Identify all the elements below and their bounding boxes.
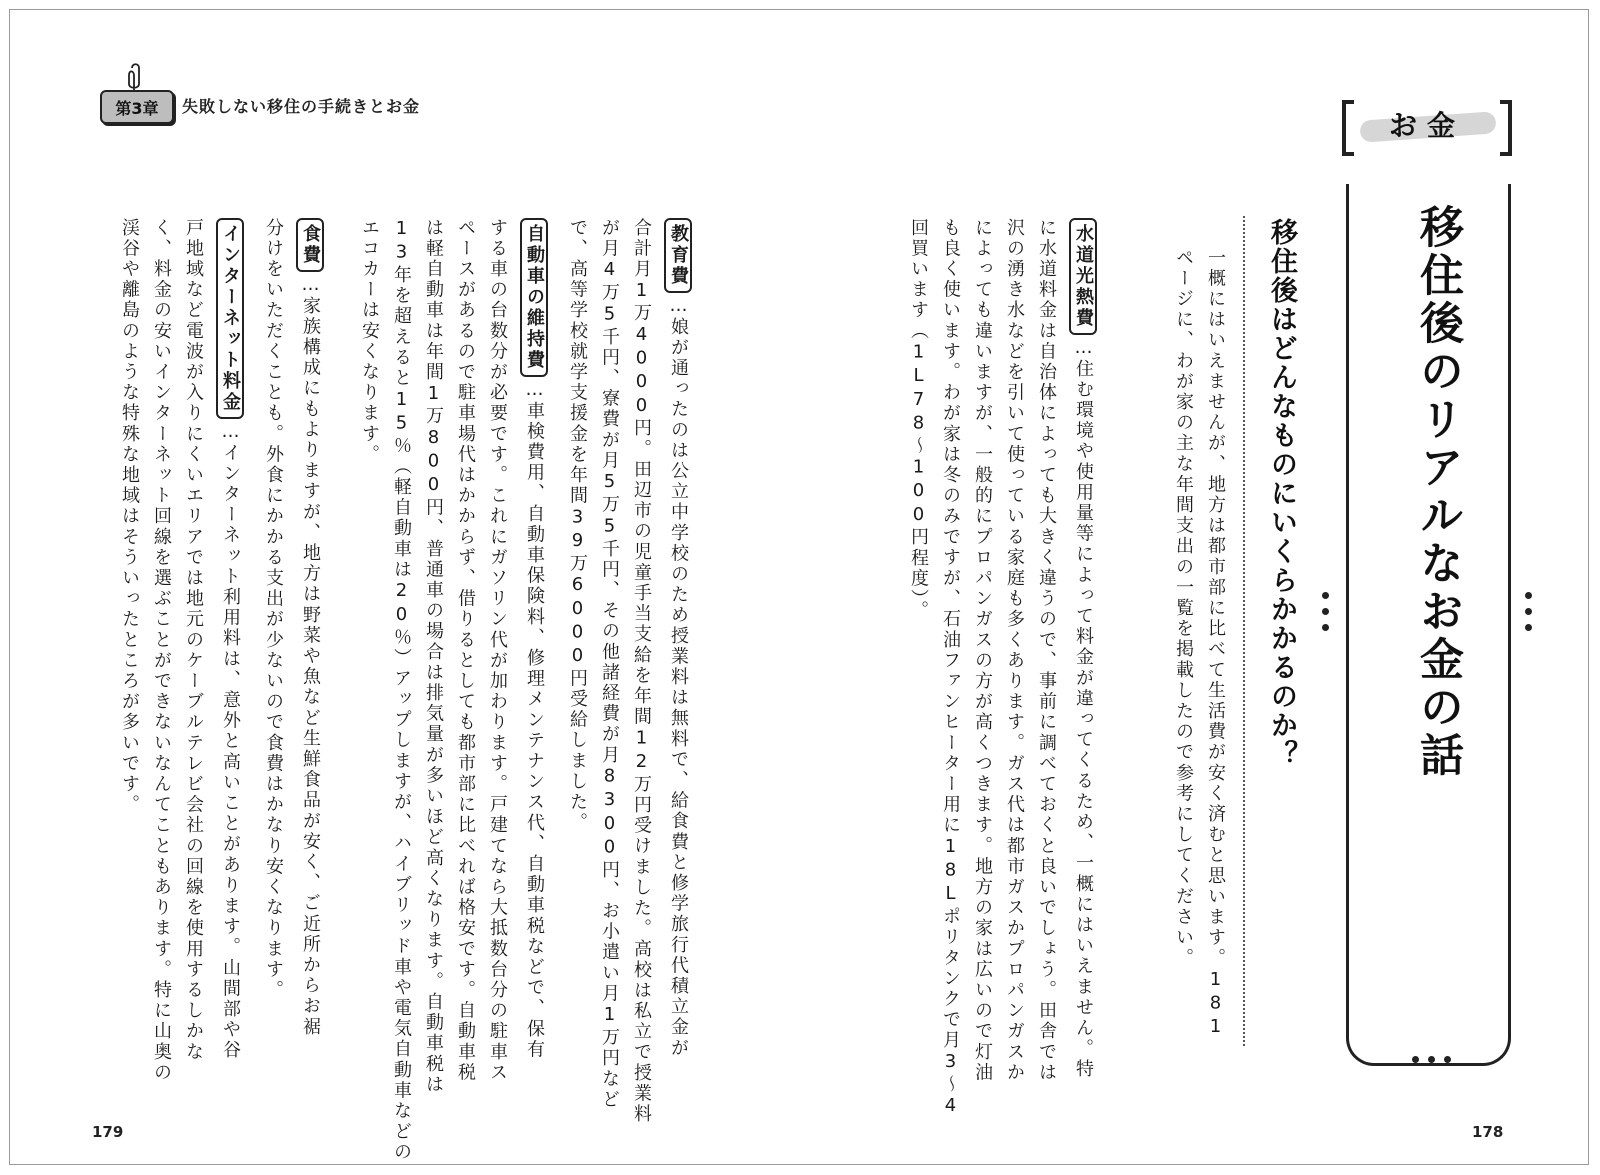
food-label: 食費 [296, 218, 324, 272]
dots-icon [1525, 592, 1535, 638]
water-line: によっても違いますが、一般的にプロパンガスの方が高くつきます。地方の家は広いので灯油 [972, 218, 993, 1084]
car-text: 車検費用、自動車保険料、修理メンテナンス代、自動車税などで、保有 [524, 401, 545, 1061]
chapter-header [100, 82, 440, 122]
water-line: も良く使います。わが家は冬のみですが、石油ファンヒーター用に18Lポリタンクで月3〜4 [940, 218, 961, 1119]
education-first-line [664, 218, 692, 1059]
separator: … [1073, 337, 1094, 359]
separator: … [524, 379, 545, 401]
separator: … [220, 421, 241, 443]
internet-line: 渓谷や離島のような特殊な地域はそういったところが多いです。 [119, 218, 140, 816]
car-line: は軽自動車は年間1万800円、普通車の場合は排気量が多いほど高くなります。自動車税は [423, 218, 444, 1096]
chapter-title: 失敗しない移住の手続きとお金 [182, 97, 421, 116]
car-line: エコカーは安くなります。 [359, 218, 380, 466]
dots-icon [1404, 1056, 1459, 1063]
food-line: 分けをいただくことも。外食にかかる支出が少ないので食費はかなり安くなります。 [263, 218, 284, 1001]
separator: … [668, 295, 689, 317]
title-box [1346, 184, 1511, 1066]
section-label-text: お金 [1388, 109, 1465, 142]
water-line: 回買います（1L78〜100円程度）。 [908, 218, 929, 622]
intro-line: 一概にはいえませんが、地方は都市部に比べて生活費が安く済むと思います。181 [1205, 248, 1226, 1040]
car-line: ペースがあるので駐車場代はかからず、借りるとしても都市部に比べれば格安です。自動車税 [455, 218, 476, 1084]
education-line: が月4万5千円、寮費が月5万5千円、その他諸経費が月8300円、お小遣い月1万円など [599, 218, 620, 1111]
internet-first-line [216, 218, 244, 1061]
intro-line: ページに、わが家の主な年間支出の一覧を掲載したので参考にしてください。 [1173, 248, 1194, 969]
page-number-right: 178 [1472, 1123, 1504, 1141]
car-line: する車の台数分が必要です。これにガソリン代が加わります。戸建てなら大抵数台分の駐車ス [487, 218, 508, 1084]
page-title: 移住後のリアルなお金の話 [1412, 204, 1463, 780]
water-line: 沢の湧き水などを引いて使っている家庭も多くあります。ガス代は都市ガスかプロパンガスか [1004, 218, 1025, 1084]
internet-line: 戸地域など電波が入りにくいエリアでは地元のケーブルテレビ会社の回線を使用するしかな [183, 218, 204, 1063]
internet-text: インターネット利用料は、意外と高いことがあります。山間部や谷 [220, 443, 241, 1061]
dots-icon [1322, 592, 1332, 638]
water-line: に水道料金は自治体によっても大きく違うので、事前に調べておくと良いでしょう。田舎では [1036, 218, 1057, 1084]
water-text: 住む環境や使用量等によって料金が違ってくるため、一概にはいえません。特 [1073, 359, 1094, 1080]
internet-label: インターネット料金 [216, 218, 244, 419]
education-label: 教育費 [664, 218, 692, 293]
chapter-badge: 第3章 [100, 90, 174, 124]
education-text: 娘が通ったのは公立中学校のため授業料は無料で、給食費と修学旅行代積立金が [668, 317, 689, 1059]
car-label: 自動車の維持費 [520, 218, 548, 377]
food-text: 家族構成にもよりますが、地方は野菜や魚など生鮮食品が安く、ご近所からお裾 [300, 296, 321, 1038]
separator: … [300, 274, 321, 296]
water-first-line [1069, 218, 1097, 1080]
education-line: で、高等学校就学支援金を年間39万6000円受給しました。 [567, 218, 588, 834]
page-number-left: 179 [92, 1123, 124, 1141]
dotted-rule [1243, 216, 1245, 1046]
education-line: 合計月1万4000円。田辺市の児童手当支給を年間12万円受けました。高校は私立で授業料 [631, 218, 652, 1125]
section-label [1338, 96, 1516, 160]
car-first-line [520, 218, 548, 1060]
food-first-line [296, 218, 324, 1038]
car-line: 13年を超えると15％（軽自動車は20％）アップしますが、ハイブリッド車や電気自動車などの [391, 218, 412, 1163]
section-heading: 移住後はどんなものにいくらかかるのか？ [1266, 218, 1297, 769]
internet-line: く、料金の安いインターネット回線を選ぶことができないなんてこともあります。特に山奥の [151, 218, 172, 1084]
water-label: 水道光熱費 [1069, 218, 1097, 335]
